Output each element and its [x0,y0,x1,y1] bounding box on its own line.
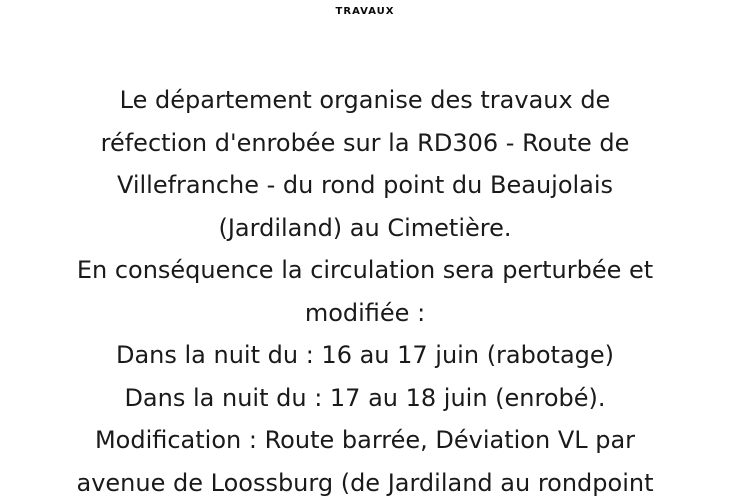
notice-line: Villefranche - du rond point du Beaujolais [0,164,730,207]
notice-line: Le département organise des travaux de [0,79,730,122]
notice-title: TRAVAUX [0,0,730,60]
notice-line: Modification : Route barrée, Déviation VL par [0,419,730,462]
notice-line: avenue de Loossburg (de Jardiland au rondpoint [0,462,730,504]
notice-body [0,79,730,504]
notice-line: En conséquence la circulation sera perturbée et [0,249,730,292]
notice-line: modifiée : [0,292,730,335]
notice-line: (Jardiland) au Cimetière. [0,207,730,250]
notice-line: Dans la nuit du : 17 au 18 juin (enrobé). [0,377,730,420]
notice-line: réfection d'enrobée sur la RD306 - Route de [0,122,730,165]
notice-line: Dans la nuit du : 16 au 17 juin (rabotage) [0,334,730,377]
